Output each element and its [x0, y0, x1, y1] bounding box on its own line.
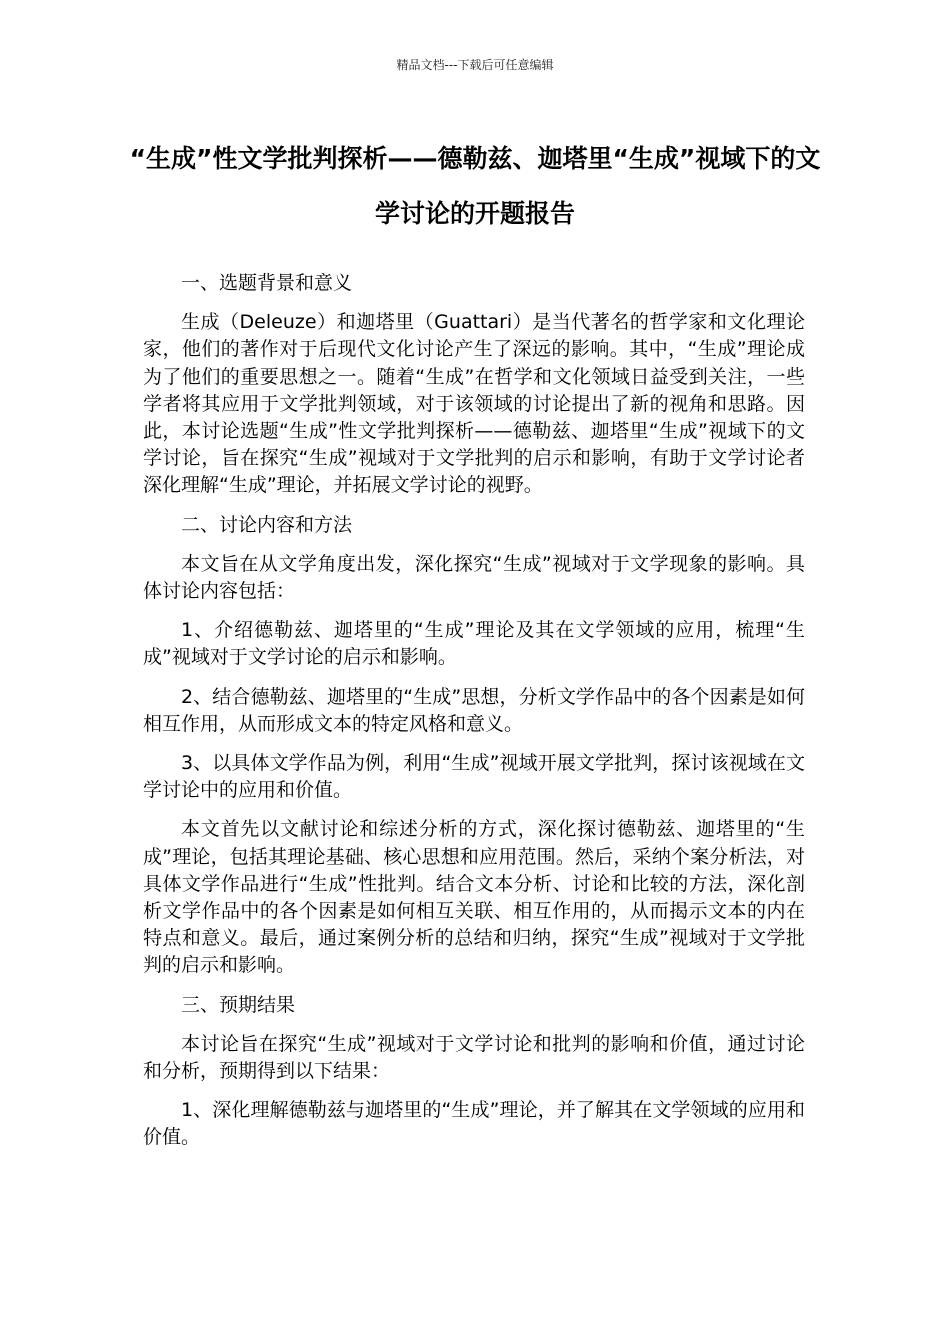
- section-heading-content-methods: 二、讨论内容和方法: [181, 513, 353, 536]
- paragraph-methods: 本文首先以文献讨论和综述分析的方式，深化探讨德勒兹、迦塔里的“生成”理论，包括其理论基础、核心思想和应用范围。然后，采纳个案分析法，对具体文学作品进行“生成”性批判。结合文本分析、讨论和比较的方法，深化剖析文学作品中的各个因素是如何相互关联、相互作用的，从而揭示文本的内在特点和意义。最后，通过案例分析的总结和归纳，探究“生成”视域对于文学批判的启示和影响。: [143, 818, 805, 977]
- section-heading-background: 一、选题背景和意义: [181, 272, 353, 294]
- list-item-content-1: 1、介绍德勒兹、迦塔里的“生成”理论及其在文学领域的应用，梳理“生成”视域对于文学讨论的启示和影响。: [143, 619, 805, 669]
- paragraph-results-intro: 本讨论旨在探究“生成”视域对于文学讨论和批判的影响和价值，通过讨论和分析，预期得到以下结果：: [143, 1032, 805, 1083]
- list-item-result-1: 1、深化理解德勒兹与迦塔里的“生成”理论，并了解其在文学领域的应用和价值。: [143, 1099, 805, 1149]
- page-header: 精品文档---下载后可任意编辑: [396, 58, 554, 72]
- document-title: “生成”性文学批判探析——德勒兹、迦塔里“生成”视域下的文学讨论的开题报告: [129, 144, 821, 228]
- list-item-content-3: 3、以具体文学作品为例，利用“生成”视域开展文学批判，探讨该视域在文学讨论中的应用和价值。: [143, 752, 805, 802]
- paragraph-content-intro: 本文旨在从文学角度出发，深化探究“生成”视域对于文学现象的影响。具体讨论内容包括：: [143, 552, 805, 603]
- list-item-content-2: 2、结合德勒兹、迦塔里的“生成”思想，分析文学作品中的各个因素是如何相互作用，从而形成文本的特定风格和意义。: [143, 685, 805, 735]
- paragraph-background: 生成（Deleuze）和迦塔里（Guattari）是当代著名的哲学家和文化理论家，他们的著作对于后现代文化讨论产生了深远的影响。其中，“生成”理论成为了他们的重要思想之一。随着“生成”在哲学和文化领域日益受到关注，一些学者将其应用于文学批判领域，对于该领域的讨论提出了新的视角和思路。因此，本讨论选题“生成”性文学批判探析——德勒兹、迦塔里“生成”视域下的文学讨论，旨在探究“生成”视域对于文学批判的启示和影响，有助于文学讨论者深化理解“生成”理论，并拓展文学讨论的视野。: [143, 311, 805, 497]
- document-body: [143, 270, 805, 1164]
- section-heading-expected-results: 三、预期结果: [181, 993, 296, 1016]
